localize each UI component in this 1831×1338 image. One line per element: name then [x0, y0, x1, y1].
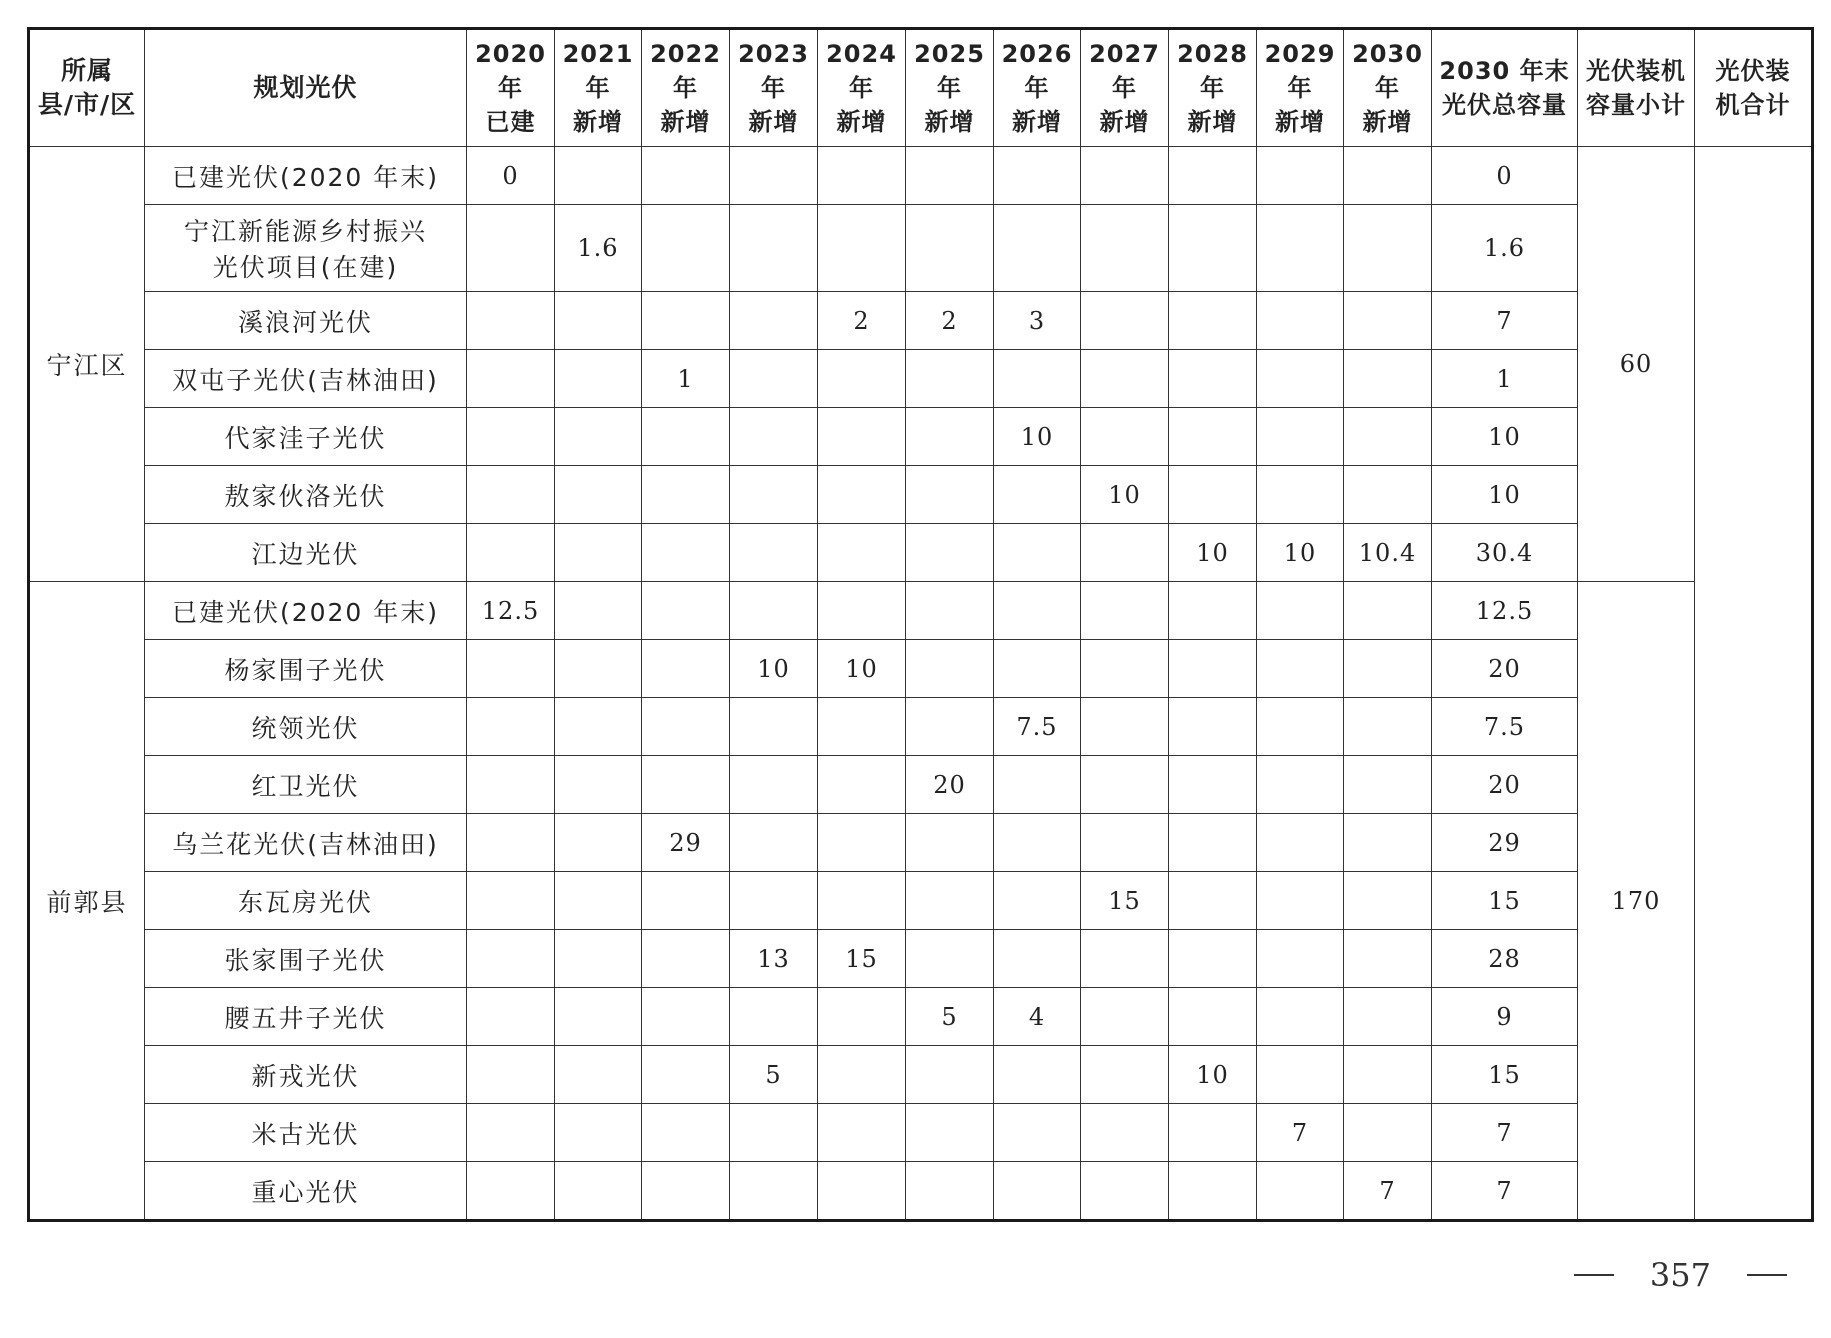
- year-value-cell: [730, 756, 818, 814]
- county-cell: 宁江区: [29, 147, 145, 582]
- year-value-cell: 3: [994, 292, 1081, 350]
- year-value-cell: 13: [730, 930, 818, 988]
- year-value-cell: [642, 988, 730, 1046]
- year-value-cell: [642, 408, 730, 466]
- year-value-cell: [1169, 350, 1257, 408]
- project-name-cell: 米古光伏: [145, 1104, 467, 1162]
- year-value-cell: 10: [994, 408, 1081, 466]
- year-value-cell: [994, 205, 1081, 292]
- pv-plan-table: [27, 27, 1814, 1222]
- total-2030-cell: 1: [1432, 350, 1578, 408]
- project-name-cell: 溪浪河光伏: [145, 292, 467, 350]
- year-value-cell: [906, 582, 994, 640]
- project-name-cell: 杨家围子光伏: [145, 640, 467, 698]
- year-value-cell: [906, 147, 994, 205]
- year-value-cell: [1081, 930, 1169, 988]
- subtotal-cell: 170: [1578, 582, 1695, 1221]
- year-value-cell: [818, 1046, 906, 1104]
- year-value-cell: [818, 408, 906, 466]
- year-value-cell: [1169, 147, 1257, 205]
- total-2030-cell: 7: [1432, 1162, 1578, 1221]
- total-2030-cell: 15: [1432, 1046, 1578, 1104]
- year-value-cell: [818, 1162, 906, 1221]
- year-value-cell: [642, 640, 730, 698]
- table-row: [29, 814, 1813, 872]
- total-2030-cell: 30.4: [1432, 524, 1578, 582]
- year-value-cell: [1257, 1046, 1344, 1104]
- year-value-cell: [1257, 466, 1344, 524]
- project-name-cell: 乌兰花光伏(吉林油田): [145, 814, 467, 872]
- year-value-cell: 4: [994, 988, 1081, 1046]
- year-value-cell: [818, 466, 906, 524]
- year-value-cell: [1169, 930, 1257, 988]
- table-row: [29, 466, 1813, 524]
- year-value-cell: 1.6: [555, 205, 642, 292]
- header-year: 2024 年 新增: [818, 29, 906, 147]
- year-value-cell: [906, 872, 994, 930]
- year-value-cell: 10: [730, 640, 818, 698]
- year-value-cell: [642, 205, 730, 292]
- year-value-cell: [555, 1046, 642, 1104]
- year-value-cell: [555, 988, 642, 1046]
- year-value-cell: [730, 466, 818, 524]
- year-value-cell: [1344, 756, 1432, 814]
- project-name-cell: 双屯子光伏(吉林油田): [145, 350, 467, 408]
- table-header: [29, 29, 1813, 147]
- project-name-cell: 代家洼子光伏: [145, 408, 467, 466]
- year-value-cell: [1081, 814, 1169, 872]
- year-value-cell: [642, 524, 730, 582]
- year-value-cell: 10: [1081, 466, 1169, 524]
- year-value-cell: [1257, 640, 1344, 698]
- year-value-cell: [818, 814, 906, 872]
- total-2030-cell: 9: [1432, 988, 1578, 1046]
- year-value-cell: [1081, 698, 1169, 756]
- year-value-cell: [994, 640, 1081, 698]
- total-2030-cell: 20: [1432, 756, 1578, 814]
- year-value-cell: [1081, 350, 1169, 408]
- year-value-cell: [906, 1104, 994, 1162]
- total-2030-cell: 7: [1432, 292, 1578, 350]
- right-dash: [1747, 1274, 1787, 1276]
- project-name-cell: 东瓦房光伏: [145, 872, 467, 930]
- year-value-cell: [906, 205, 994, 292]
- year-value-cell: [730, 408, 818, 466]
- year-value-cell: [818, 872, 906, 930]
- year-value-cell: [1169, 988, 1257, 1046]
- year-value-cell: [906, 408, 994, 466]
- table-body: [29, 147, 1813, 1221]
- year-value-cell: [1344, 147, 1432, 205]
- year-value-cell: [1257, 582, 1344, 640]
- year-value-cell: [1081, 292, 1169, 350]
- year-value-cell: [1257, 1162, 1344, 1221]
- year-value-cell: [1081, 524, 1169, 582]
- year-value-cell: 10: [1169, 524, 1257, 582]
- project-name-cell: 张家围子光伏: [145, 930, 467, 988]
- year-value-cell: 2: [906, 292, 994, 350]
- year-value-cell: [1257, 698, 1344, 756]
- year-value-cell: [1081, 1104, 1169, 1162]
- year-value-cell: 10.4: [1344, 524, 1432, 582]
- year-value-cell: [555, 524, 642, 582]
- year-value-cell: 1: [642, 350, 730, 408]
- year-value-cell: [994, 524, 1081, 582]
- year-value-cell: [994, 930, 1081, 988]
- year-value-cell: [1081, 640, 1169, 698]
- year-value-cell: 7: [1344, 1162, 1432, 1221]
- year-value-cell: [555, 466, 642, 524]
- year-value-cell: [730, 698, 818, 756]
- year-value-cell: 10: [1169, 1046, 1257, 1104]
- year-value-cell: [1344, 930, 1432, 988]
- table-row: [29, 292, 1813, 350]
- year-value-cell: [1081, 205, 1169, 292]
- year-value-cell: [467, 466, 555, 524]
- year-value-cell: [555, 756, 642, 814]
- project-name-cell: 敖家伙洛光伏: [145, 466, 467, 524]
- year-value-cell: [1257, 205, 1344, 292]
- year-value-cell: [730, 205, 818, 292]
- year-value-cell: [555, 640, 642, 698]
- year-value-cell: [1344, 205, 1432, 292]
- table-row: [29, 756, 1813, 814]
- table-row: [29, 1162, 1813, 1221]
- year-value-cell: [467, 930, 555, 988]
- year-value-cell: 20: [906, 756, 994, 814]
- year-value-cell: [1257, 408, 1344, 466]
- project-name-cell: 红卫光伏: [145, 756, 467, 814]
- year-value-cell: [1169, 408, 1257, 466]
- year-value-cell: [1081, 408, 1169, 466]
- year-value-cell: [467, 1104, 555, 1162]
- year-value-cell: [1257, 350, 1344, 408]
- year-value-cell: [818, 582, 906, 640]
- year-value-cell: [906, 640, 994, 698]
- year-value-cell: [1081, 147, 1169, 205]
- total-2030-cell: 10: [1432, 408, 1578, 466]
- year-value-cell: [555, 930, 642, 988]
- year-value-cell: [555, 582, 642, 640]
- year-value-cell: [642, 872, 730, 930]
- year-value-cell: [906, 1162, 994, 1221]
- header-year: 2020 年 已建: [467, 29, 555, 147]
- year-value-cell: 10: [818, 640, 906, 698]
- year-value-cell: [1344, 872, 1432, 930]
- year-value-cell: 15: [1081, 872, 1169, 930]
- page-number: 357: [1649, 1256, 1711, 1294]
- table-row: [29, 205, 1813, 292]
- year-value-cell: [818, 756, 906, 814]
- year-value-cell: [555, 1104, 642, 1162]
- year-value-cell: [1257, 930, 1344, 988]
- header-project: 规划光伏: [145, 29, 467, 147]
- year-value-cell: [730, 1162, 818, 1221]
- year-value-cell: [906, 350, 994, 408]
- year-value-cell: [642, 1046, 730, 1104]
- year-value-cell: 7.5: [994, 698, 1081, 756]
- project-name-cell: 新戎光伏: [145, 1046, 467, 1104]
- total-2030-cell: 10: [1432, 466, 1578, 524]
- year-value-cell: [994, 872, 1081, 930]
- total-2030-cell: 1.6: [1432, 205, 1578, 292]
- total-2030-cell: 12.5: [1432, 582, 1578, 640]
- year-value-cell: [994, 1104, 1081, 1162]
- header-year: 2026 年 新增: [994, 29, 1081, 147]
- year-value-cell: 29: [642, 814, 730, 872]
- year-value-cell: [1169, 1104, 1257, 1162]
- table-row: [29, 930, 1813, 988]
- year-value-cell: [1344, 1046, 1432, 1104]
- year-value-cell: [906, 698, 994, 756]
- total-2030-cell: 0: [1432, 147, 1578, 205]
- table-row: [29, 1104, 1813, 1162]
- year-value-cell: [730, 350, 818, 408]
- year-value-cell: [467, 524, 555, 582]
- year-value-cell: [1081, 1162, 1169, 1221]
- total-2030-cell: 20: [1432, 640, 1578, 698]
- year-value-cell: [1257, 292, 1344, 350]
- header-year: 2023 年 新增: [730, 29, 818, 147]
- year-value-cell: [467, 205, 555, 292]
- year-value-cell: 10: [1257, 524, 1344, 582]
- county-cell: 前郭县: [29, 582, 145, 1221]
- year-value-cell: [1257, 988, 1344, 1046]
- year-value-cell: [642, 756, 730, 814]
- year-value-cell: [467, 872, 555, 930]
- year-value-cell: [1169, 698, 1257, 756]
- project-name-cell: 腰五井子光伏: [145, 988, 467, 1046]
- header-year: 2029 年 新增: [1257, 29, 1344, 147]
- year-value-cell: [1081, 756, 1169, 814]
- year-value-cell: [1081, 1046, 1169, 1104]
- year-value-cell: [994, 582, 1081, 640]
- year-value-cell: [906, 466, 994, 524]
- table-row: [29, 640, 1813, 698]
- year-value-cell: [467, 1162, 555, 1221]
- year-value-cell: [555, 408, 642, 466]
- year-value-cell: [467, 1046, 555, 1104]
- table-row: [29, 524, 1813, 582]
- year-value-cell: [467, 756, 555, 814]
- year-value-cell: [555, 872, 642, 930]
- year-value-cell: 5: [906, 988, 994, 1046]
- year-value-cell: [642, 466, 730, 524]
- year-value-cell: [1344, 698, 1432, 756]
- year-value-cell: [994, 1046, 1081, 1104]
- year-value-cell: [1169, 814, 1257, 872]
- year-value-cell: [642, 930, 730, 988]
- header-year: 2027 年 新增: [1081, 29, 1169, 147]
- year-value-cell: [1257, 814, 1344, 872]
- year-value-cell: [467, 988, 555, 1046]
- year-value-cell: [467, 408, 555, 466]
- year-value-cell: [1344, 466, 1432, 524]
- year-value-cell: [906, 1046, 994, 1104]
- year-value-cell: [906, 814, 994, 872]
- year-value-cell: [906, 524, 994, 582]
- project-name-cell: 已建光伏(2020 年末): [145, 147, 467, 205]
- year-value-cell: [642, 292, 730, 350]
- year-value-cell: [1344, 814, 1432, 872]
- year-value-cell: [1344, 988, 1432, 1046]
- year-value-cell: 7: [1257, 1104, 1344, 1162]
- total-2030-cell: 28: [1432, 930, 1578, 988]
- year-value-cell: [730, 147, 818, 205]
- total-2030-cell: 29: [1432, 814, 1578, 872]
- year-value-cell: [1169, 872, 1257, 930]
- header-total-2030: 2030 年末 光伏总容量: [1432, 29, 1578, 147]
- header-year: 2025 年 新增: [906, 29, 994, 147]
- total-2030-cell: 7.5: [1432, 698, 1578, 756]
- year-value-cell: [642, 698, 730, 756]
- year-value-cell: [730, 1104, 818, 1162]
- year-value-cell: [1169, 756, 1257, 814]
- total-2030-cell: 7: [1432, 1104, 1578, 1162]
- header-county: 所属 县/市/区: [29, 29, 145, 147]
- year-value-cell: [555, 147, 642, 205]
- header-year: 2030 年 新增: [1344, 29, 1432, 147]
- header-subtotal: 光伏装机 容量小计: [1578, 29, 1695, 147]
- year-value-cell: [642, 1104, 730, 1162]
- year-value-cell: [642, 582, 730, 640]
- year-value-cell: 5: [730, 1046, 818, 1104]
- year-value-cell: [818, 147, 906, 205]
- year-value-cell: [1169, 205, 1257, 292]
- year-value-cell: [1169, 466, 1257, 524]
- header-grand-total: 光伏装 机合计: [1695, 29, 1813, 147]
- year-value-cell: [1344, 640, 1432, 698]
- year-value-cell: [555, 1162, 642, 1221]
- grand-total-cell: [1695, 147, 1813, 1221]
- project-name-cell: 江边光伏: [145, 524, 467, 582]
- header-year: 2021 年 新增: [555, 29, 642, 147]
- project-name-cell: 宁江新能源乡村振兴 光伏项目(在建): [145, 205, 467, 292]
- project-name-cell: 重心光伏: [145, 1162, 467, 1221]
- year-value-cell: [467, 698, 555, 756]
- header-year: 2028 年 新增: [1169, 29, 1257, 147]
- year-value-cell: [1081, 988, 1169, 1046]
- year-value-cell: 0: [467, 147, 555, 205]
- year-value-cell: [818, 1104, 906, 1162]
- year-value-cell: [818, 524, 906, 582]
- project-name-cell: 统领光伏: [145, 698, 467, 756]
- year-value-cell: [467, 640, 555, 698]
- table-row: [29, 408, 1813, 466]
- year-value-cell: [1344, 582, 1432, 640]
- year-value-cell: [555, 350, 642, 408]
- year-value-cell: [1257, 756, 1344, 814]
- table-row: [29, 698, 1813, 756]
- total-2030-cell: 15: [1432, 872, 1578, 930]
- year-value-cell: 15: [818, 930, 906, 988]
- year-value-cell: [818, 698, 906, 756]
- year-value-cell: [1169, 640, 1257, 698]
- year-value-cell: [1081, 582, 1169, 640]
- year-value-cell: [730, 872, 818, 930]
- header-year: 2022 年 新增: [642, 29, 730, 147]
- year-value-cell: [906, 930, 994, 988]
- year-value-cell: [994, 147, 1081, 205]
- year-value-cell: [1344, 1104, 1432, 1162]
- year-value-cell: [467, 814, 555, 872]
- table-row: [29, 988, 1813, 1046]
- year-value-cell: [730, 292, 818, 350]
- year-value-cell: 12.5: [467, 582, 555, 640]
- year-value-cell: 2: [818, 292, 906, 350]
- year-value-cell: [730, 988, 818, 1046]
- year-value-cell: [730, 524, 818, 582]
- year-value-cell: [1257, 872, 1344, 930]
- year-value-cell: [642, 147, 730, 205]
- year-value-cell: [994, 1162, 1081, 1221]
- year-value-cell: [1169, 1162, 1257, 1221]
- year-value-cell: [994, 814, 1081, 872]
- year-value-cell: [1257, 147, 1344, 205]
- table-row: [29, 872, 1813, 930]
- year-value-cell: [994, 756, 1081, 814]
- year-value-cell: [1169, 582, 1257, 640]
- year-value-cell: [730, 582, 818, 640]
- project-name-cell: 已建光伏(2020 年末): [145, 582, 467, 640]
- table-row: [29, 1046, 1813, 1104]
- left-dash: [1574, 1274, 1614, 1276]
- year-value-cell: [730, 814, 818, 872]
- subtotal-cell: 60: [1578, 147, 1695, 582]
- year-value-cell: [994, 350, 1081, 408]
- year-value-cell: [1344, 350, 1432, 408]
- year-value-cell: [555, 698, 642, 756]
- table-row: [29, 582, 1813, 640]
- year-value-cell: [467, 292, 555, 350]
- year-value-cell: [555, 814, 642, 872]
- year-value-cell: [467, 350, 555, 408]
- header-row: [29, 29, 1813, 147]
- table-row: [29, 147, 1813, 205]
- year-value-cell: [1344, 408, 1432, 466]
- year-value-cell: [642, 1162, 730, 1221]
- year-value-cell: [555, 292, 642, 350]
- year-value-cell: [1169, 292, 1257, 350]
- year-value-cell: [818, 350, 906, 408]
- year-value-cell: [994, 466, 1081, 524]
- year-value-cell: [818, 205, 906, 292]
- table-row: [29, 350, 1813, 408]
- year-value-cell: [818, 988, 906, 1046]
- page-footer: [1574, 1256, 1787, 1294]
- year-value-cell: [1344, 292, 1432, 350]
